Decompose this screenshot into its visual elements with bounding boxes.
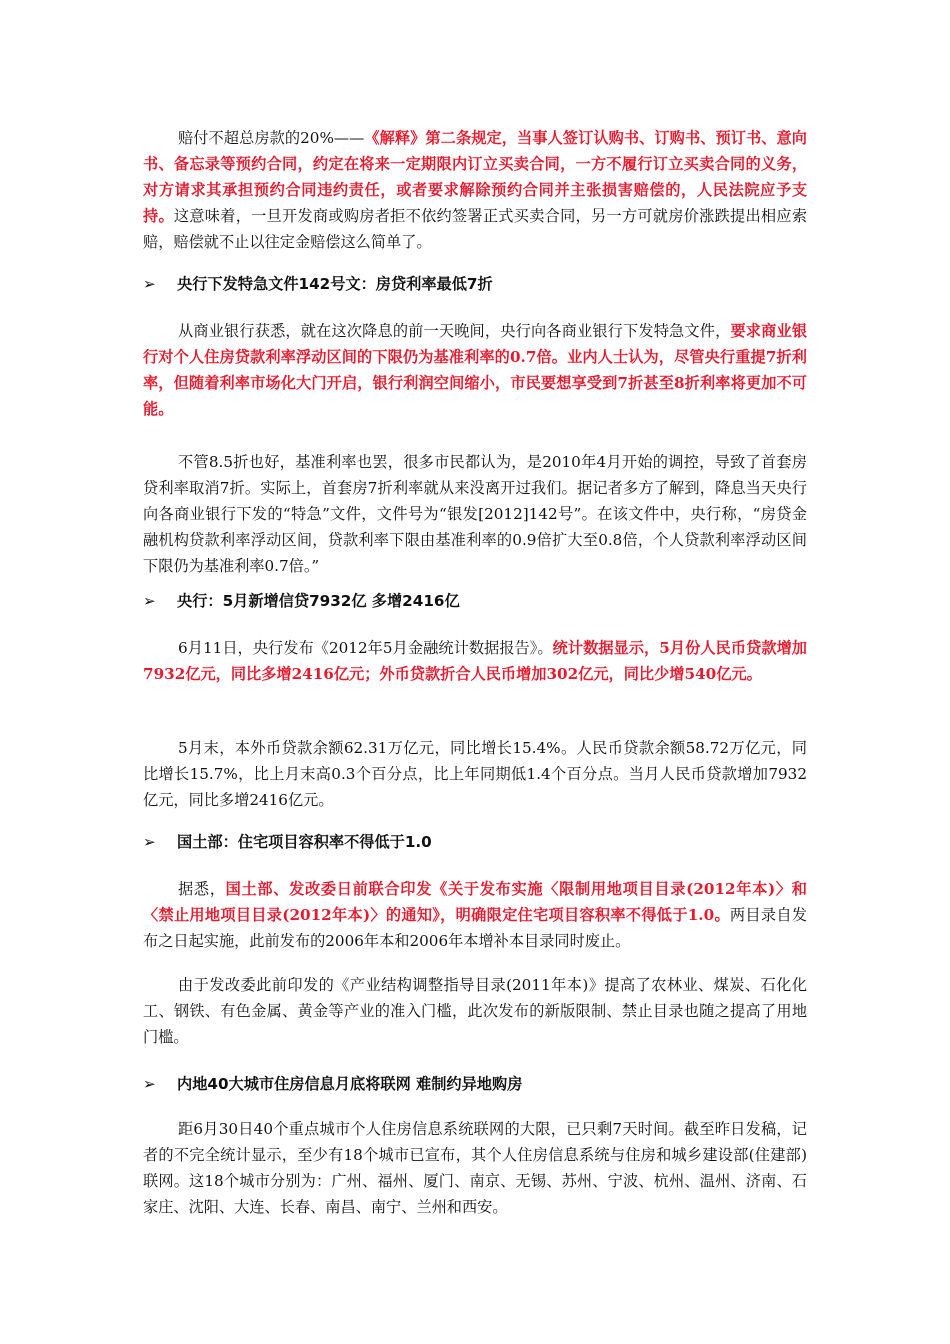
paragraph-text: 这意味着，一旦开发商或购房者拒不依约签署正式买卖合同，另一方可就房价涨跌提出相应索赔，赔偿就不止以往定金赔偿这么简单了。 — [143, 207, 808, 251]
section-heading-new-credit — [143, 590, 807, 612]
paragraph-text: 5月末，本外币贷款余额62.31万亿元，同比增长15.4%。人民币贷款余额58.72万亿元，同比增长15.7%，比上月末高0.3个百分点，比上年同期低1.4个百分点。当月人民币贷款增加7932亿元，同比多增2416亿元。 — [143, 739, 807, 809]
highlighted-text: 要求商业银行对个人住房贷款利率浮动区间的下限仍为基准利率的0.7倍。业内人士认为，尽管央行重提7折利率，但随着利率市场化大门开启，银行利润空间缩小，市民要想享受到7折甚至8折利率将更加不可能。 — [143, 322, 808, 418]
heading-text: 国土部：住宅项目容积率不得低于1.0 — [177, 833, 432, 851]
paragraph-compensation — [143, 125, 807, 255]
highlighted-text: 《解释》第二条规定，当事人签订认购书、订购书、预订书、意向书、备忘录等预约合同，约定在将来一定期限内订立买卖合同，一方不履行订立买卖合同的义务，对方请求其承担预约合同违约责任，或者要求解除预约合同并主张损害赔偿的，人民法院应予支持。 — [143, 129, 807, 225]
paragraph-city-network — [143, 1116, 807, 1220]
paragraph-land-catalog — [143, 876, 807, 954]
paragraph-central-bank-urgent — [143, 318, 807, 422]
arrow-bullet-icon: ➢ — [143, 833, 156, 851]
heading-text: 内地40大城市住房信息月底将联网 难制约异地购房 — [177, 1075, 523, 1093]
paragraph-text: 据悉， — [178, 880, 226, 898]
paragraph-industry-threshold — [143, 972, 807, 1050]
highlighted-text: 国土部、发改委日前联合印发《关于发布实施〈限制用地项目目录(2012年本)〉和〈禁止用地项目目录(2012年本)〉的通知》，明确限定住宅项目容积率不得低于1.0。 — [143, 880, 807, 924]
paragraph-text: 不管8.5折也好，基准利率也罢，很多市民都认为，是2010年4月开始的调控，导致了首套房贷利率取消7折。实际上，首套房7折利率就从来没离开过我们。据记者多方了解到，降息当天央行向各商业银行下发的“特急”文件，文件号为“银发[2012]142号”。在该文件中，央行称，“房贷金融机构贷款利率浮动区间，贷款利率下限由基准利率的0.9倍扩大至0.8倍，个人贷款利率浮动区间下限仍为基准利率0.7倍。” — [143, 453, 807, 575]
paragraph-loan-balance — [143, 735, 807, 813]
paragraph-rate-discount — [143, 449, 807, 579]
section-heading-142-document — [143, 273, 807, 295]
paragraph-text: 从商业银行获悉，就在这次降息的前一天晚间，央行向各商业银行下发特急文件， — [178, 322, 731, 340]
paragraph-text: 6月11日，央行发布《2012年5月金融统计数据报告》。 — [178, 639, 553, 657]
paragraph-may-statistics — [143, 635, 807, 687]
arrow-bullet-icon: ➢ — [143, 275, 156, 293]
arrow-bullet-icon: ➢ — [143, 592, 156, 610]
section-heading-plot-ratio — [143, 831, 807, 853]
paragraph-text: 赔付不超总房款的20%—— — [178, 129, 365, 147]
section-heading-housing-network — [143, 1073, 807, 1095]
highlighted-text: 统计数据显示，5月份人民币贷款增加7932亿元，同比多增2416亿元；外币贷款折合人民币增加302亿元，同比少增540亿元。 — [143, 639, 807, 683]
paragraph-text: 距6月30日40个重点城市个人住房信息系统联网的大限，已只剩7天时间。截至昨日发稿，记者的不完全统计显示，至少有18个城市已宣布，其个人住房信息系统与住房和城乡建设部(住建部)联网。这18个城市分别为：广州、福州、厦门、南京、无锡、苏州、宁波、杭州、温州、济南、石家庄、沈阳、大连、长春、南昌、南宁、兰州和西安。 — [143, 1120, 807, 1216]
arrow-bullet-icon: ➢ — [143, 1075, 156, 1093]
heading-text: 央行下发特急文件142号文：房贷利率最低7折 — [177, 275, 493, 293]
paragraph-text: 由于发改委此前印发的《产业结构调整指导目录(2011年本)》提高了农林业、煤炭、石化化工、钢铁、有色金属、黄金等产业的准入门槛，此次发布的新版限制、禁止目录也随之提高了用地门槛。 — [143, 976, 807, 1046]
heading-text: 央行：5月新增信贷7932亿 多增2416亿 — [177, 592, 460, 610]
paragraph-text: 两目录自发布之日起实施，此前发布的2006年本和2006年本增补本目录同时废止。 — [143, 906, 807, 950]
